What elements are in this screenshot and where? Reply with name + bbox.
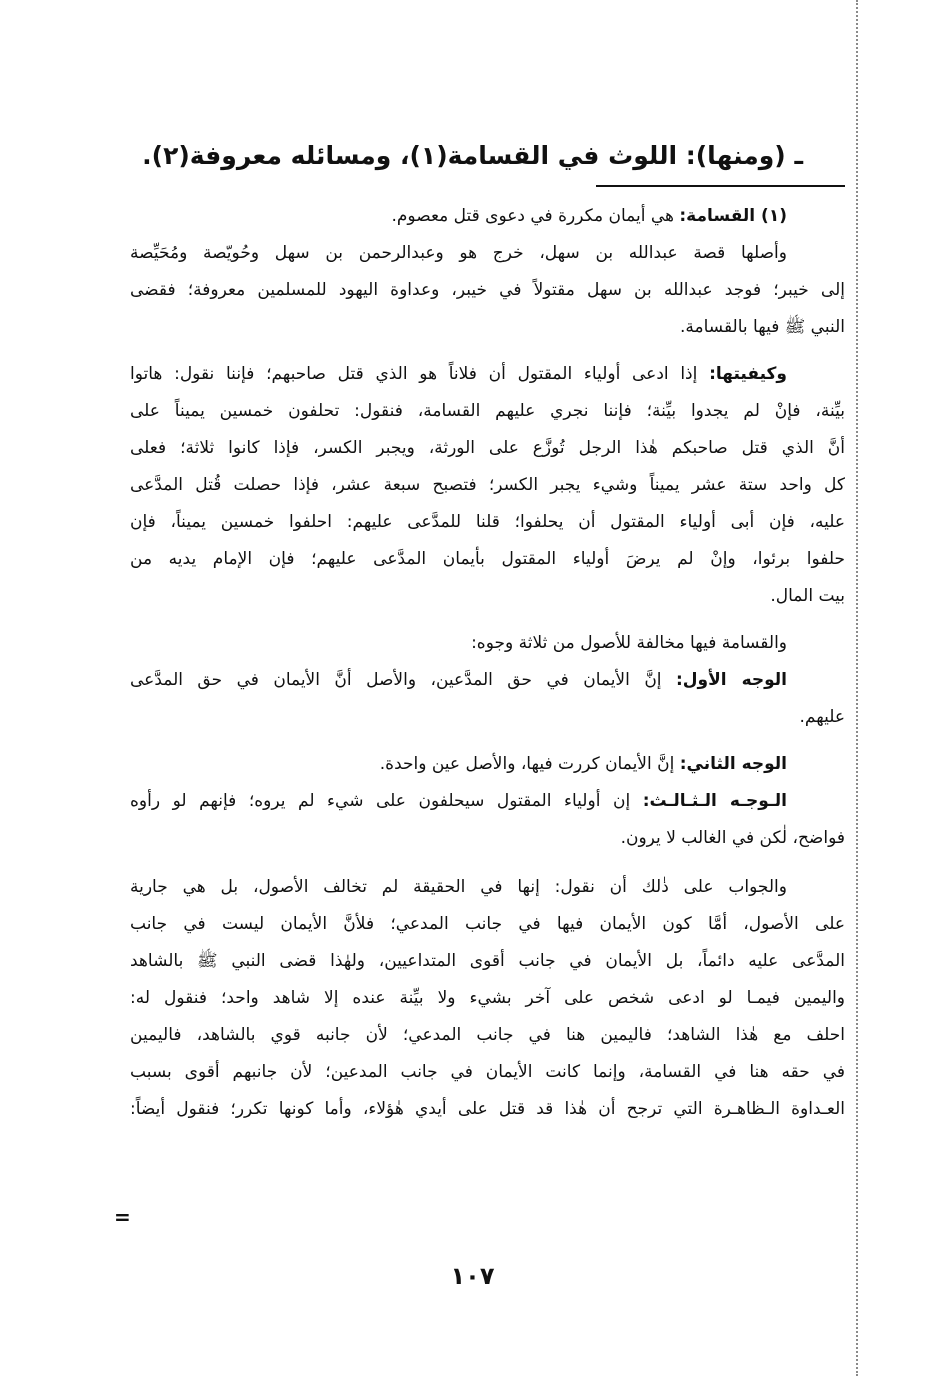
footnote-separator (596, 185, 845, 187)
note-line: (١) القسامة: هي أيمان مكررة في دعوى قتل معصوم. (391, 206, 787, 226)
note-line: كل واحد ستة عشر يميناً وشيء يجبر الكسر؛ فتصبح سبعة عشر، فإذا حصلت قُتل المدَّعى (130, 475, 845, 495)
note-line: الـوجـه الـثـالـث: إن أولياء المقتول سيحلفون على شيء لم يروه؛ فإنهم لو رأوه (130, 791, 787, 811)
note-line: حلفوا برئوا، وإنْ لم يرضَ أولياء المقتول بأيمان المدَّعى عليهم؛ فإن الإمام يديه من (130, 549, 845, 569)
definition-label: (١) القسامة: (679, 206, 787, 226)
note-line: بيِّنة، فإنْ لم يجدوا بيِّنة؛ فإننا نجري عليهم القسامة، فنقول: تحلفون خمسين يميناً على (130, 401, 845, 421)
note-line: فواضح، لٰكن في الغالب لا يرون. (620, 828, 845, 848)
margin-dotted-line (856, 0, 858, 1376)
note-line: عليهم. (799, 707, 845, 727)
note-line: المدَّعى عليه دائماً، بل الأيمان في جانب أقوى المتداعيين، ولهٰذا قضى النبي ﷺ بالشاهد (130, 951, 845, 971)
note-line: الوجه الأول: إنَّ الأيمان في حق المدَّعين، والأصل أنَّ الأيمان في حق المدَّعى (130, 670, 788, 690)
note-line: والجواب على ذٰلك أن نقول: إنها في الحقيقة لم تخالف الأصول، بل هي جارية (130, 877, 787, 897)
note-line: العـداوة الـظاهـرة التي ترجح أن هٰذا قد قتل على أيدي هٰؤلاء، وأما كونها تكرر؛ فنقول أيضاً: (130, 1099, 845, 1119)
note-line: الوجه الثاني: إنَّ الأيمان كررت فيها، والأصل عين واحدة. (379, 754, 787, 774)
main-text-line (142, 134, 803, 178)
note-line: عليه، فإن أبى أولياء المقتول أن يحلفوا؛ قلنا للمدَّعى عليهم: احلفوا خمسين يميناً، فإن (130, 512, 845, 532)
first-aspect-label: الوجه الأول: (676, 670, 788, 690)
note-line: والقسامة فيها مخالفة للأصول من ثلاثة وجوه: (471, 633, 787, 653)
third-aspect-label: الـوجـه الـثـالـث: (642, 791, 787, 811)
note-line: وكيفيتها: إذا ادعى أولياء المقتول أن فلاناً هو الذي قتل صاحبهم؛ فإننا نقول: هاتوا (130, 364, 787, 384)
note-line: النبي ﷺ فيها بالقسامة. (679, 317, 845, 337)
note-line: على الأصول، أمَّا كون الأيمان فيها في جانب المدعي؛ فلأنَّ الأيمان ليست في جانب (130, 914, 845, 934)
note-line: بيت المال. (770, 586, 845, 606)
continuation-mark: = (114, 1205, 131, 1229)
main-text: (ومنها): اللوث في القسامة(١)، ومسائله معروفة(٢). (142, 141, 786, 170)
second-aspect-label: الوجه الثاني: (679, 754, 787, 774)
note-line: إلى خيبر؛ فوجد عبدالله بن سهل مقتولاً في خيبر، وعداوة اليهود للمسلمين معروفة؛ فقضى (130, 280, 845, 300)
note-line: واليمين فيمـا لو ادعى شخص على آخر بشيء ولا بيِّنة عنده إلا شاهد واحد؛ فنقول له: (130, 988, 845, 1008)
leading-dash: ـ (794, 141, 803, 170)
footnotes (130, 198, 845, 1128)
note-line: احلف مع هٰذا الشاهد؛ فاليمين هنا في جانب المدعي؛ لأن جانبه قوي بالشاهد، فاليمين (130, 1025, 845, 1045)
note-line: وأصلها قصة عبدالله بن سهل، خرج هو وعبدالرحمن بن سهل وحُويّصة ومُحَيِّصة (130, 243, 787, 263)
page-number: ١٠٧ (450, 1262, 495, 1290)
note-line: في حقه هنا في القسامة، وإنما كانت الأيمان في جانب المدعين؛ لأن جانبهم أقوى بسبب (130, 1062, 845, 1082)
method-label: وكيفيتها: (709, 364, 787, 384)
note-line: أنَّ الذي قتل صاحبكم هٰذا الرجل تُوزَّع على الورثة، ويجبر الكسر، فإذا كانوا ثلاثة؛ فعلى (130, 438, 845, 458)
